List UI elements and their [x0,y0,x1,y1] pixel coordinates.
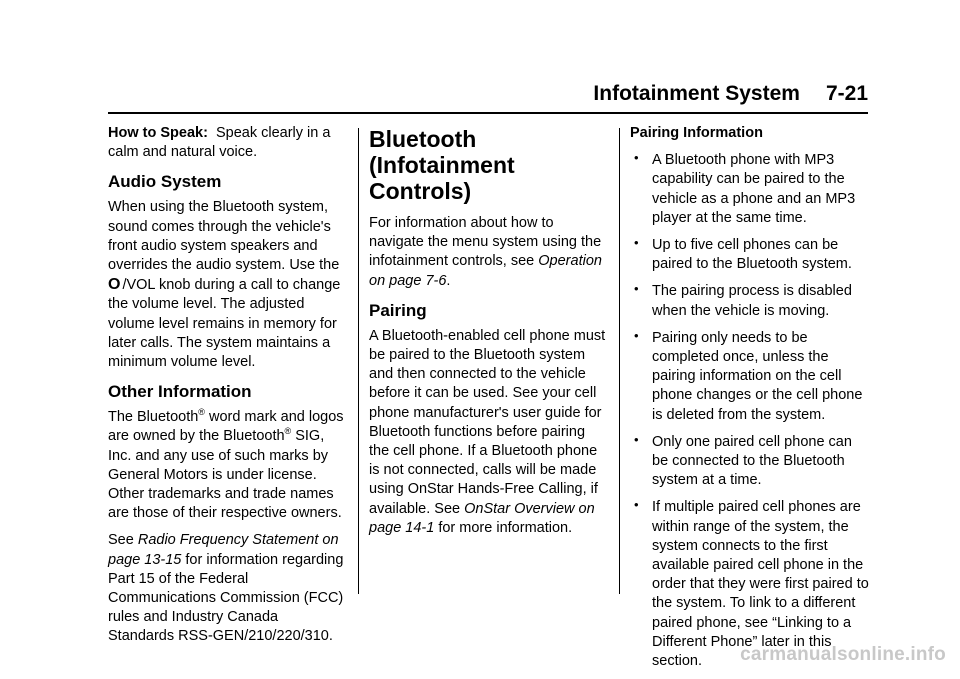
onstar-reference-link[interactable]: OnStar Overview on page 14-1 [369,500,595,536]
see-text: See [108,532,134,549]
trademark-text-a: The Bluetooth [108,409,199,426]
page-header [593,82,868,106]
pairing-information-list [630,151,870,671]
list-item: • Up to five cell phones can be paired to the Bluetooth system. [634,235,852,273]
audio-text-after: /VOL knob during a call to change the volume level. The adjusted volume level remains in memory for later calls. The system maintains a minimum volume level. [108,277,341,371]
page-number: 7-21 [825,82,868,105]
how-to-speak-paragraph [108,124,348,162]
section-title: Infotainment System [593,82,800,105]
how-to-speak-text: Speak clearly in a calm and natural voice. [108,125,331,161]
trademark-text-b: word mark and logos are owned by the Bluetooth [108,409,344,445]
how-to-speak-label: How to Speak: [108,125,208,141]
list-item: • Only one paired cell phone can be connected to the Bluetooth system at a time. [634,431,852,489]
fcc-text: for information regarding Part 15 of the Federal Communications Commission (FCC) rules and Industry Canada Standards RSS-GEN/210/220/310. [108,551,344,645]
header-rule [108,112,868,114]
list-item: • A Bluetooth phone with MP3 capability can be paired to the vehicle as a phone and an MP3 player at the same time. [634,150,856,226]
column-3 [630,124,870,679]
pairing-text: A Bluetooth-enabled cell phone must be paired to the Bluetooth system and then connected to the vehicle before it can be used. See your cell phone manufacturer's user guide for Bluetooth functions before pairing the cell phone. If a Bluetooth phone is not connected, calls will be made using OnStar Hands-Free Calling, if available. See [369,327,606,517]
bullet-icon: • [634,235,639,251]
bullet-icon: • [634,497,639,513]
radio-frequency-paragraph [108,531,348,646]
registered-mark: ® [198,407,205,418]
audio-text-before: When using the Bluetooth system, sound comes through the vehicle's front audio system speakers and overrides the audio system. Use the [108,199,340,274]
column-divider-1 [358,128,359,594]
column-1 [108,124,348,655]
trademark-text-c: SIG, Inc. and any use of such marks by General Motors is under license. Other trademarks and trade names are those of their respective owners. [108,428,342,522]
column-2 [369,124,609,546]
navigation-intro-paragraph [369,214,609,291]
list-item: • Pairing only needs to be completed once, unless the pairing information on the cell phone changes or the cell phone is deleted from the system. [634,327,863,423]
registered-mark: ® [284,426,292,437]
column-divider-2 [619,128,620,594]
intro-period: . [446,272,451,289]
bluetooth-main-heading: Bluetooth (Infotainment Controls) [369,126,515,204]
list-item: • The pairing process is disabled when the vehicle is moving. [634,281,852,319]
trademark-paragraph [108,408,348,523]
intro-text: For information about how to navigate the menu system using the infotainment controls, see [369,215,602,270]
bullet-icon: • [634,281,639,297]
site-watermark: carmanualsonline.info [740,644,946,665]
other-information-heading: Other Information [108,382,252,402]
audio-system-paragraph [108,198,348,372]
radio-frequency-reference-link[interactable]: Radio Frequency Statement on page 13-15 [108,532,339,568]
bullet-icon: • [634,327,639,343]
bullet-icon: • [634,150,639,166]
pairing-information-heading: Pairing Information [630,125,763,141]
pairing-paragraph [369,327,609,538]
pairing-heading: Pairing [369,300,427,320]
list-item: • If multiple paired cell phones are within range of the system, the system connects to the first available paired cell phone in the order that they were first paired to the system. To link to a different paired phone, see “Linking to a Different Phone” later in this section. [634,497,869,670]
operation-reference-link[interactable]: Operation on page 7-6 [369,253,602,289]
power-knob-icon: O [108,276,121,294]
bullet-icon: • [634,431,639,447]
audio-system-heading: Audio System [108,172,222,192]
pairing-text-end: for more information. [438,519,573,536]
